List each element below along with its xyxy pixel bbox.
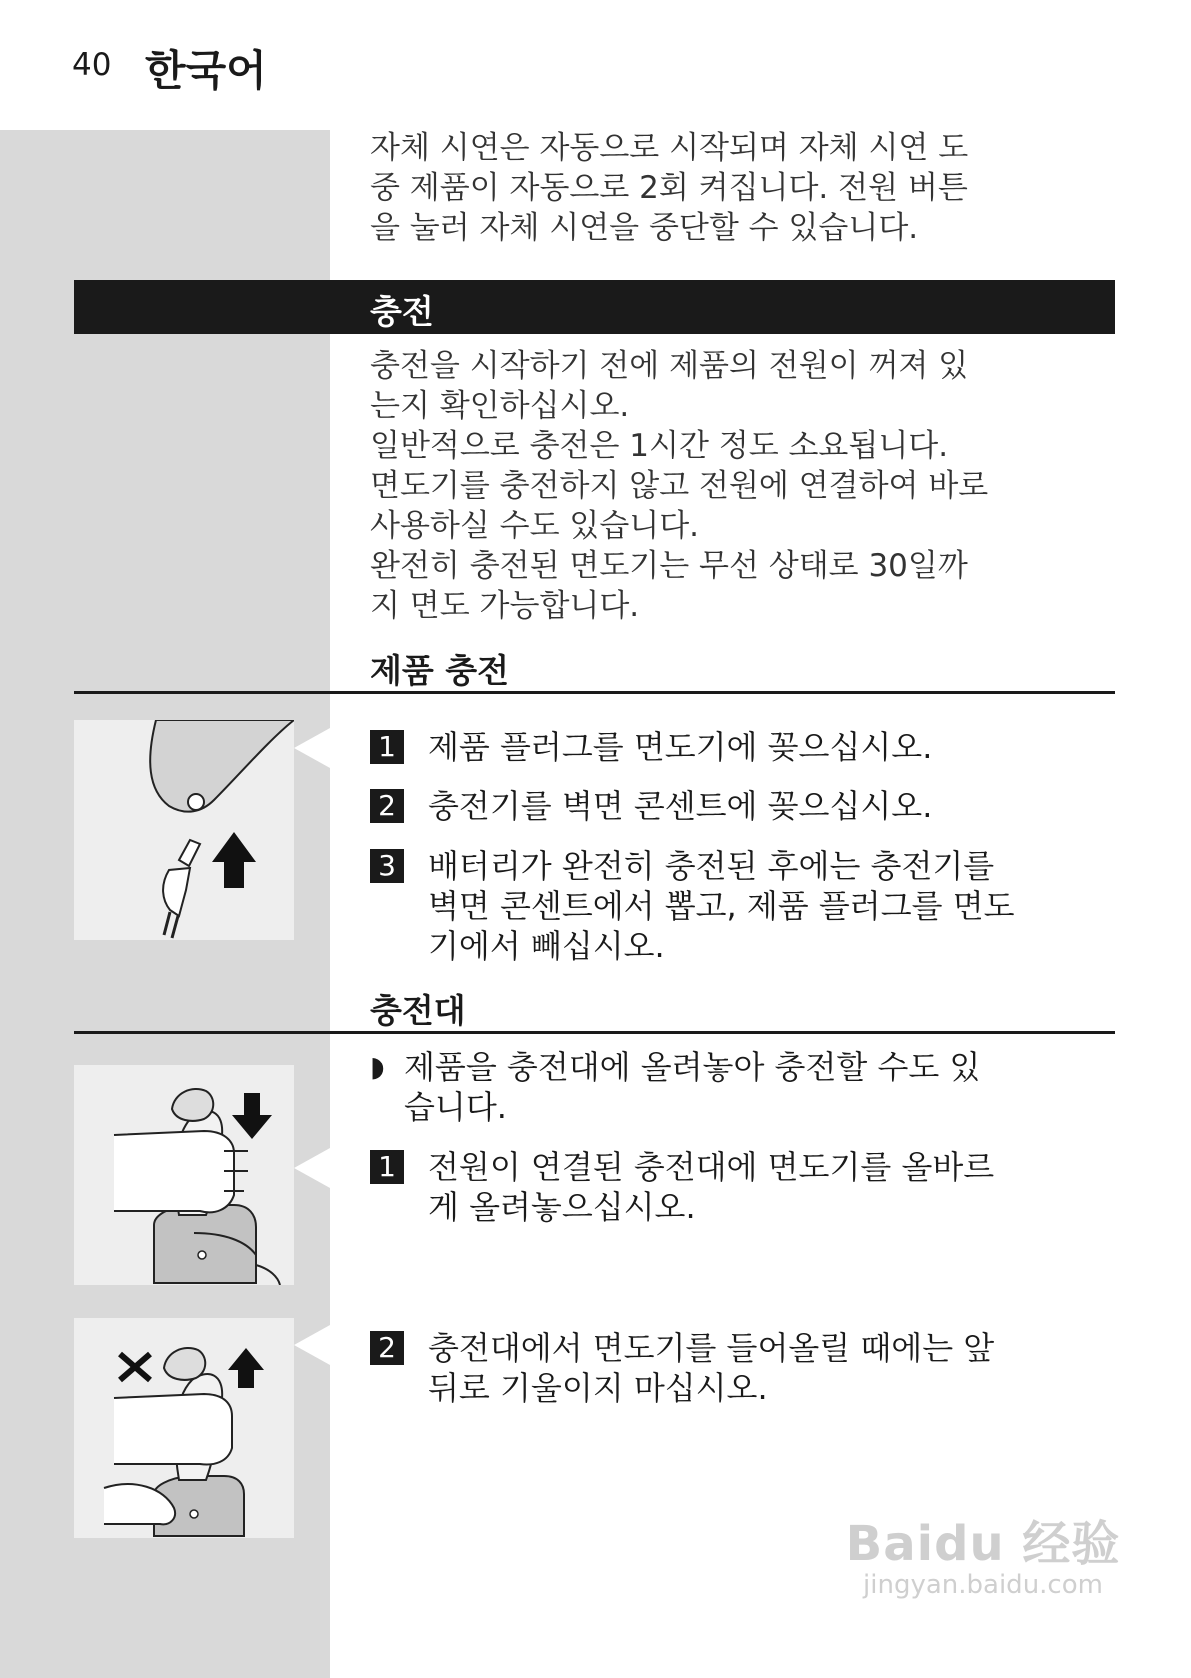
step-number-badge: 1 <box>370 730 404 764</box>
step-text: 게 올려놓으십시오. <box>428 1188 696 1226</box>
intro-paragraph <box>370 128 1120 248</box>
product-step-2 <box>370 786 1120 826</box>
step-text: 뒤로 기울이지 마십시오. <box>428 1369 768 1407</box>
shaver-stand-down-illustration <box>74 1065 294 1285</box>
charging-line: 충전을 시작하기 전에 제품의 전원이 꺼져 있 <box>370 348 969 384</box>
figure-pointer <box>294 728 330 768</box>
step-text: 기에서 빼십시오. <box>428 927 665 965</box>
step-text: 벽면 콘센트에서 뽑고, 제품 플러그를 면도 <box>428 887 1015 925</box>
figure-pointer <box>294 1325 330 1365</box>
charging-paragraph <box>370 346 1120 626</box>
stand-step-1 <box>370 1147 1120 1227</box>
arrow-up-icon <box>228 1348 264 1388</box>
charging-line: 는지 확인하십시오. <box>370 388 630 424</box>
step-number-badge: 1 <box>370 1150 404 1184</box>
step-text: 제품 플러그를 면도기에 꽂으십시오. <box>428 728 933 766</box>
charging-line: 사용하실 수도 있습니다. <box>370 508 700 544</box>
subhead-charging-stand: 충전대 <box>370 991 466 1030</box>
bullet-text: 습니다. <box>404 1088 507 1126</box>
arrow-down-icon <box>232 1093 272 1139</box>
baidu-watermark <box>838 1505 1128 1600</box>
section-rule <box>74 1031 1115 1034</box>
subhead-product-charging: 제품 충전 <box>370 651 510 690</box>
section-title: 충전 <box>370 292 434 331</box>
step-number-badge: 3 <box>370 849 404 883</box>
charging-line: 지 면도 가능합니다. <box>370 588 640 624</box>
watermark-brand: Baidu 经验 <box>845 1516 1121 1572</box>
intro-line: 자체 시연은 자동으로 시작되며 자체 시연 도 <box>370 130 969 166</box>
charging-line: 완전히 충전된 면도기는 무선 상태로 30일까 <box>370 548 968 584</box>
intro-line: 을 눌러 자체 시연을 중단할 수 있습니다. <box>370 210 919 246</box>
page-number: 40 <box>72 47 112 83</box>
bullet-icon: ◗ <box>370 1050 385 1083</box>
charging-line: 면도기를 충전하지 않고 전원에 연결하여 바로 <box>370 468 989 504</box>
stand-step-2 <box>370 1328 1120 1408</box>
bullet-text: 제품을 충전대에 올려놓아 충전할 수도 있 <box>404 1048 981 1086</box>
step-number-badge: 2 <box>370 789 404 823</box>
shaver-plug-illustration <box>74 720 294 940</box>
shaver-stand-lift-illustration <box>74 1318 294 1538</box>
step-text: 전원이 연결된 충전대에 면도기를 올바르 <box>428 1148 995 1186</box>
step-number-badge: 2 <box>370 1331 404 1365</box>
arrow-up-icon <box>212 832 256 888</box>
product-step-3 <box>370 846 1120 966</box>
charging-line: 일반적으로 충전은 1시간 정도 소요됩니다. <box>370 428 949 464</box>
stand-bullet <box>370 1047 1120 1127</box>
watermark-url: jingyan.baidu.com <box>863 1570 1103 1600</box>
step-text: 충전기를 벽면 콘센트에 꽂으십시오. <box>428 787 933 825</box>
figure-pointer <box>294 1148 330 1188</box>
page-language-title: 한국어 <box>145 46 267 95</box>
product-step-1 <box>370 727 1120 767</box>
step-text: 충전대에서 면도기를 들어올릴 때에는 앞 <box>428 1329 995 1367</box>
cross-icon <box>120 1354 150 1380</box>
section-bar-charging <box>74 280 1115 334</box>
step-text: 배터리가 완전히 충전된 후에는 충전기를 <box>428 847 995 885</box>
section-rule <box>74 691 1115 694</box>
intro-line: 중 제품이 자동으로 2회 켜집니다. 전원 버튼 <box>370 170 968 206</box>
